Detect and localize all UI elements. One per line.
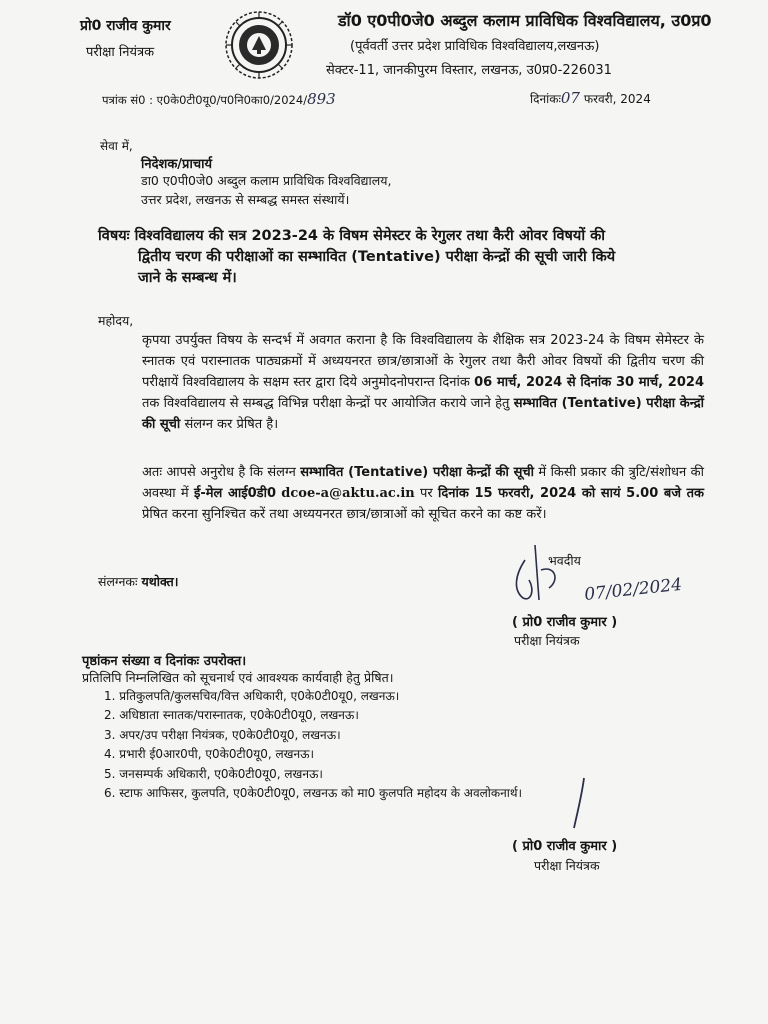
p1-tentative-list: सम्भावित (Tentative) परीक्षा केन्द्रों की सूची [142, 396, 704, 432]
list-item: 4. प्रभारी ई0आर0पी, ए0के0टी0यू0, लखनऊ। [104, 747, 315, 762]
enclosure-value: यथोक्त। [141, 574, 179, 589]
list-item: 3. अपर/उप परीक्षा नियंत्रक, ए0के0टी0यू0, लखनऊ। [104, 727, 341, 742]
reference-label: पत्रांक सं0 : ए0के0टी0यू0/प0नि0का0/2024/ [102, 93, 308, 107]
list-item: 6. स्टाफ आफिसर, कुलपति, ए0के0टी0यू0, लखनऊ को मा0 कुलपति महोदय के अवलोकनार्थ। [104, 786, 523, 801]
list-item: 1. प्रतिकुलपति/कुलसचिव/वित्त अधिकारी, ए0के0टी0यू0, लखनऊ। [104, 689, 400, 703]
signatory-name-2: ( प्रो0 राजीव कुमार ) [512, 839, 618, 854]
enclosure [98, 573, 179, 590]
university-name: डॉ0 ए0पी0जे0 अब्दुल कलाम प्राविधिक विश्वविद्यालय, उ0प्र0 [338, 11, 712, 30]
date-rest: फरवरी, 2024 [583, 92, 651, 106]
signature-2 [560, 776, 600, 832]
list-item: 2. अधिष्ठाता स्नातक/परास्नातक, ए0के0टी0यू0, लखनऊ। [104, 708, 359, 723]
p1-text-e: संलग्न कर प्रेषित है। [184, 417, 279, 432]
sender-name: प्रो0 राजीव कुमार [80, 18, 171, 34]
p2-text-a: अतः आपसे अनुरोध है कि संलग्न [142, 465, 296, 480]
subject-label: विषयः [98, 228, 130, 244]
p2-deadline: दिनांक 15 फरवरी, 2024 को सायं 5.00 बजे तक [437, 486, 705, 501]
date-label: दिनांकः [530, 92, 561, 106]
reference-number [102, 90, 336, 108]
letter-date [530, 89, 651, 107]
subject-line3: जाने के सम्बन्ध में। [138, 270, 237, 286]
university-logo-icon [224, 10, 294, 80]
copy-list [104, 687, 522, 803]
body-paragraph-1 [98, 330, 704, 435]
signatory-name-1: ( प्रो0 राजीव कुमार ) [512, 615, 618, 630]
salutation: महोदय, [98, 313, 134, 328]
p1-exam-dates: 06 मार्च, 2024 से दिनांक 30 मार्च, 2024 [474, 375, 704, 390]
list-item: 5. जनसम्पर्क अधिकारी, ए0के0टी0यू0, लखनऊ। [104, 766, 323, 781]
addressee-line1: निदेशक/प्राचार्य [141, 157, 212, 172]
endorsement-title: पृष्ठांकन संख्या व दिनांकः उपरोक्त। [82, 654, 247, 669]
enclosure-label: संलग्नकः [98, 574, 138, 589]
reference-handwritten-number: 893 [307, 90, 336, 108]
p1-text-a: कृपया उपर्युक्त विषय के सन्दर्भ में अवगत कराना है कि विश्वविद्यालय के शैक्षिक सत्र 2023-24 के विषम सेमेस्टर के स्नातक एवं परास्नातक पाठ्यक्रमों में अध्ययनरत छात्र/छात्राओं के रेगुलर तथा कैरी ओवर विषयों की द्वितीय चरण की परीक्षायें विश्वविद्यालय के सक्षम स्तर द्वारा दिये अनुमोदनोपरान्त दिनांक [142, 333, 704, 390]
p2-email-label: ई-मेल आई0डी0 [193, 486, 277, 501]
signatory-designation-1: परीक्षा नियंत्रक [514, 633, 580, 648]
p2-email-address[interactable]: dcoe-a@aktu.ac.in [281, 486, 415, 501]
body-paragraph-2 [98, 462, 704, 525]
closing-bhavdiya: भवदीय [548, 553, 581, 568]
subject-line2: द्वितीय चरण की परीक्षाओं का सम्भावित (Tentative) परीक्षा केन्द्रों की सूची जारी किये [138, 249, 616, 265]
endorsement-intro: प्रतिलिपि निम्नलिखित को सूचनार्थ एवं आवश्यक कार्यवाही हेतु प्रेषित। [82, 670, 394, 685]
date-handwritten-day: 07 [560, 89, 580, 107]
university-address: सेक्टर-11, जानकीपुरम विस्तार, लखनऊ, उ0प्र0-226031 [326, 63, 612, 78]
sender-designation: परीक्षा नियंत्रक [86, 45, 155, 60]
p2-text-g: प्रेषित करना सुनिश्चित करें तथा अध्ययनरत छात्र/छात्राओं को सूचित करने का कष्ट करें। [142, 507, 547, 522]
addressee-line3: उत्तर प्रदेश, लखनऊ से सम्बद्ध समस्त संस्थायें। [141, 192, 350, 207]
p2-text-e: पर [420, 486, 433, 501]
subject [98, 226, 698, 289]
signature-1 [505, 540, 710, 610]
subject-line1: विश्वविद्यालय की सत्र 2023-24 के विषम सेमेस्टर के रेगुलर तथा कैरी ओवर विषयों की [134, 228, 606, 244]
university-former-name: (पूर्ववर्ती उत्तर प्रदेश प्राविधिक विश्वविद्यालय,लखनऊ) [350, 39, 600, 54]
p1-text-c: तक विश्वविद्यालय से सम्बद्ध विभिन्न परीक्षा केन्द्रों पर आयोजित कराये जाने हेतु [142, 396, 510, 411]
signatory-designation-2: परीक्षा नियंत्रक [534, 858, 600, 873]
signature-handwritten-date: 07/02/2024 [583, 574, 683, 605]
p2-tentative-list: सम्भावित (Tentative) परीक्षा केन्द्रों की सूची [300, 465, 535, 480]
p2-text-c: में किसी प्रकार की त्रुटि/संशोधन की अवस्था में [142, 465, 704, 501]
addressee-line2: डा0 ए0पी0जे0 अब्दुल कलाम प्राविधिक विश्वविद्यालय, [141, 173, 392, 188]
addressee-sewa: सेवा में, [100, 139, 133, 153]
